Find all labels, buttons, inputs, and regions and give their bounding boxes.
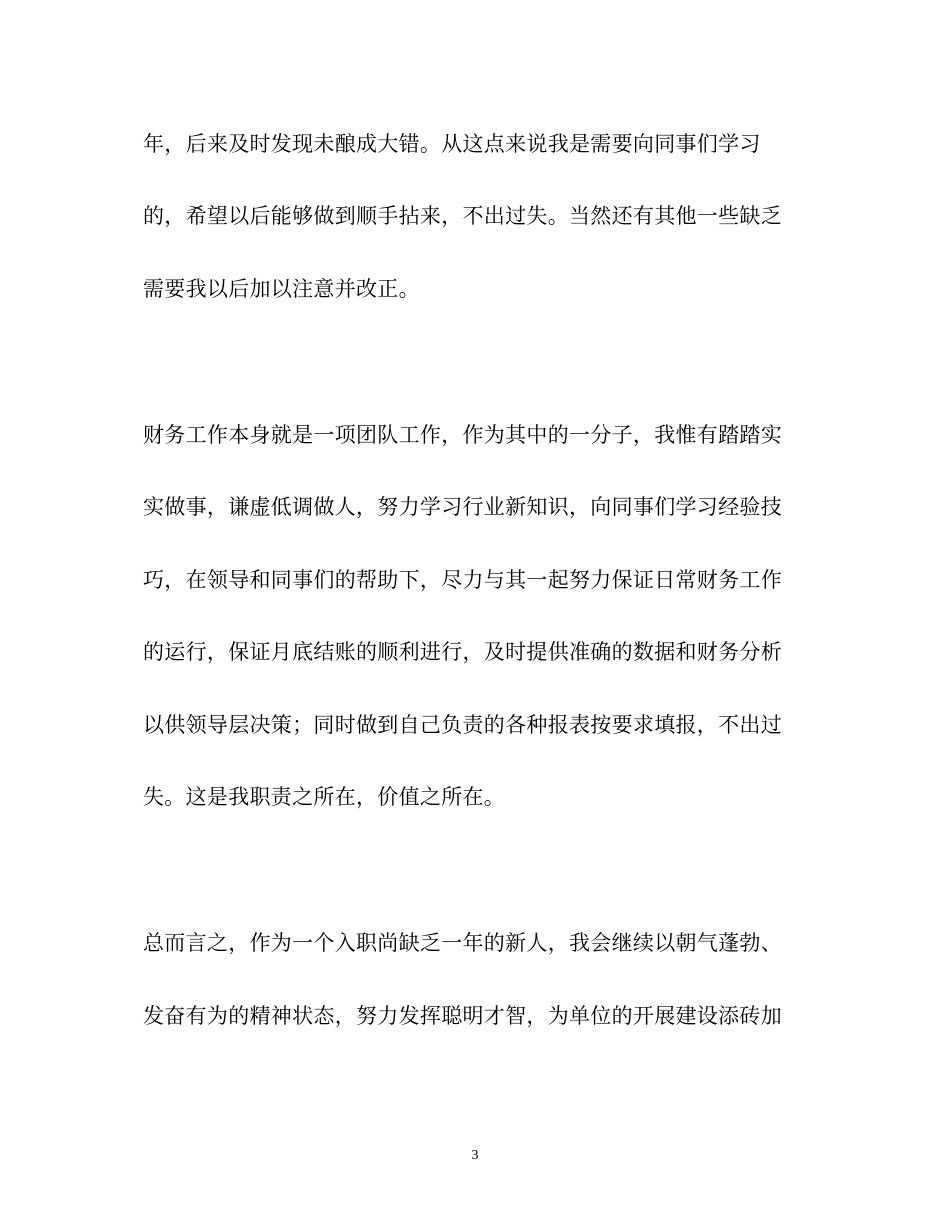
paragraph-2-line-3: 巧，在领导和同事们的帮助下，尽力与其一起努力保证日常财务工作 [143,568,782,592]
paragraph-2-line-6: 失。这是我职责之所在，价值之所在。 [143,785,506,809]
paragraph-1-line-3: 需要我以后加以注意并改正。 [143,277,420,301]
paragraph-2-line-5: 以供领导层决策；同时做到自己负责的各种报表按要求填报，不出过 [143,713,782,737]
paragraph-2-line-2: 实做事，谦虚低调做人，努力学习行业新知识，向同事们学习经验技 [143,495,782,519]
page-number: 3 [471,1148,479,1163]
paragraph-1-line-1: 年，后来及时发现未酿成大错。从这点来说我是需要向同事们学习 [143,132,761,156]
paragraph-2-line-1: 财务工作本身就是一项团队工作，作为其中的一分子，我惟有踏踏实 [143,423,782,447]
paragraph-3-line-2: 发奋有为的精神状态，努力发挥聪明才智，为单位的开展建设添砖加 [143,1004,782,1028]
paragraph-2-line-4: 的运行，保证月底结账的顺利进行，及时提供准确的数据和财务分析 [143,640,782,664]
paragraph-1-line-2: 的，希望以后能够做到顺手拈来，不出过失。当然还有其他一些缺乏 [143,204,782,228]
paragraph-3-line-1: 总而言之，作为一个入职尚缺乏一年的新人，我会继续以朝气蓬勃、 [143,931,782,955]
